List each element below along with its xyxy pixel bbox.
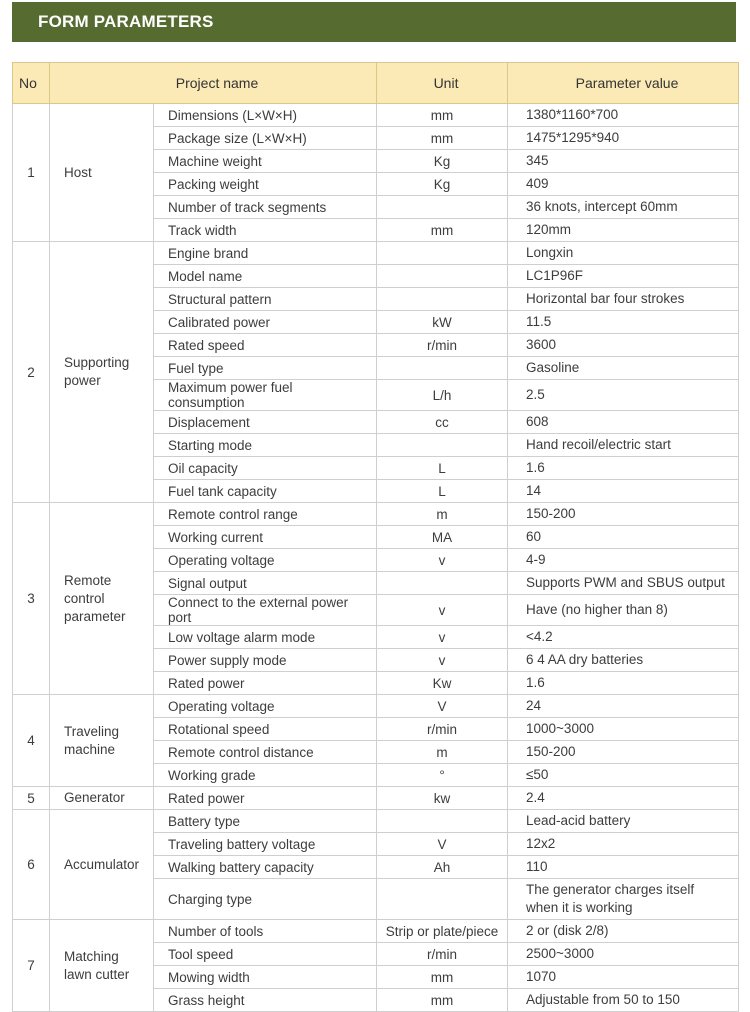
parameter-value: 150-200	[508, 503, 739, 526]
header-unit: Unit	[377, 63, 508, 104]
group-number: 7	[13, 920, 50, 1012]
parameter-value: Horizontal bar four strokes	[508, 288, 739, 311]
parameter-name: Charging type	[154, 879, 377, 920]
parameter-value: 120mm	[508, 219, 739, 242]
header-no: No	[13, 63, 50, 104]
parameter-value: 345	[508, 150, 739, 173]
parameter-name: Fuel tank capacity	[154, 480, 377, 503]
parameter-value: 2500~3000	[508, 943, 739, 966]
group-number: 5	[13, 787, 50, 810]
parameter-name: Connect to the external power port	[154, 595, 377, 626]
parameter-unit	[377, 242, 508, 265]
parameter-unit: Kg	[377, 150, 508, 173]
parameter-unit	[377, 196, 508, 219]
parameter-name: Traveling battery voltage	[154, 833, 377, 856]
parameter-value: Longxin	[508, 242, 739, 265]
parameter-value: Lead-acid battery	[508, 810, 739, 833]
parameter-value: 14	[508, 480, 739, 503]
parameter-value: 36 knots, intercept 60mm	[508, 196, 739, 219]
parameter-value: 4-9	[508, 549, 739, 572]
parameter-name: Remote control distance	[154, 741, 377, 764]
parameter-name: Number of tools	[154, 920, 377, 943]
parameter-name: Machine weight	[154, 150, 377, 173]
parameter-unit	[377, 288, 508, 311]
parameter-unit	[377, 572, 508, 595]
parameter-name: Fuel type	[154, 357, 377, 380]
group-number: 4	[13, 695, 50, 787]
parameter-value: <4.2	[508, 626, 739, 649]
parameter-name: Maximum power fuel consumption	[154, 380, 377, 411]
parameter-name: Displacement	[154, 411, 377, 434]
parameter-value: 409	[508, 173, 739, 196]
parameter-value: 110	[508, 856, 739, 879]
group-name-cell	[50, 787, 154, 810]
parameter-name: Remote control range	[154, 503, 377, 526]
parameter-name: Oil capacity	[154, 457, 377, 480]
parameter-unit: mm	[377, 219, 508, 242]
parameter-value: LC1P96F	[508, 265, 739, 288]
parameter-name: Dimensions (L×W×H)	[154, 104, 377, 127]
parameter-unit	[377, 434, 508, 457]
parameter-name: Model name	[154, 265, 377, 288]
parameter-name: Track width	[154, 219, 377, 242]
parameter-value: 1.6	[508, 457, 739, 480]
parameter-value: Supports PWM and SBUS output	[508, 572, 739, 595]
group-name: Generator	[64, 790, 125, 805]
group-name: Accumulator	[64, 856, 140, 872]
parameter-name: Low voltage alarm mode	[154, 626, 377, 649]
parameter-name: Working grade	[154, 764, 377, 787]
parameter-name: Structural pattern	[154, 288, 377, 311]
group-name-cell	[50, 104, 154, 242]
parameter-unit: mm	[377, 127, 508, 150]
parameter-name: Calibrated power	[154, 311, 377, 334]
parameter-value: Have (no higher than 8)	[508, 595, 739, 626]
parameter-unit: r/min	[377, 334, 508, 357]
parameter-unit: v	[377, 626, 508, 649]
parameter-unit: v	[377, 549, 508, 572]
table-row	[13, 242, 739, 265]
group-name-cell	[50, 810, 154, 920]
table-row	[13, 920, 739, 943]
parameter-name: Rotational speed	[154, 718, 377, 741]
table-row	[13, 695, 739, 718]
table-row	[13, 787, 739, 810]
parameter-value: Adjustable from 50 to 150	[508, 989, 739, 1012]
parameter-value: 12x2	[508, 833, 739, 856]
parameter-unit: kw	[377, 787, 508, 810]
group-name-cell	[50, 242, 154, 503]
parameter-value: 608	[508, 411, 739, 434]
parameter-unit: L	[377, 457, 508, 480]
parameter-name: Number of track segments	[154, 196, 377, 219]
parameter-name: Packing weight	[154, 173, 377, 196]
parameter-unit: cc	[377, 411, 508, 434]
parameter-name: Power supply mode	[154, 649, 377, 672]
parameter-value: 1.6	[508, 672, 739, 695]
header-parameter-value: Parameter value	[508, 63, 739, 104]
section-banner	[12, 2, 736, 42]
group-number: 2	[13, 242, 50, 503]
group-number: 3	[13, 503, 50, 695]
parameter-value: 1070	[508, 966, 739, 989]
group-name: Matching lawn cutter	[64, 948, 130, 982]
parameter-unit: m	[377, 503, 508, 526]
parameters-table	[12, 62, 739, 1012]
parameter-value: 24	[508, 695, 739, 718]
parameter-unit: r/min	[377, 943, 508, 966]
parameter-unit	[377, 265, 508, 288]
parameter-unit	[377, 810, 508, 833]
group-name: Traveling machine	[64, 723, 120, 757]
table-header-row	[13, 63, 739, 104]
parameter-unit: v	[377, 595, 508, 626]
parameter-value: 1000~3000	[508, 718, 739, 741]
group-name-cell	[50, 920, 154, 1012]
parameter-value: 2.4	[508, 787, 739, 810]
parameter-unit: kW	[377, 311, 508, 334]
parameter-unit: r/min	[377, 718, 508, 741]
parameter-name: Battery type	[154, 810, 377, 833]
banner-title: FORM PARAMETERS	[38, 12, 214, 31]
group-number: 1	[13, 104, 50, 242]
table-row	[13, 810, 739, 833]
parameter-name: Starting mode	[154, 434, 377, 457]
parameter-value: 2.5	[508, 380, 739, 411]
group-name: Remote control parameter	[64, 572, 126, 624]
header-project-name: Project name	[50, 63, 377, 104]
parameter-unit: m	[377, 741, 508, 764]
parameter-unit: v	[377, 649, 508, 672]
parameter-unit: mm	[377, 104, 508, 127]
parameter-value: 2 or (disk 2/8)	[508, 920, 739, 943]
parameter-name: Rated power	[154, 787, 377, 810]
parameter-name: Tool speed	[154, 943, 377, 966]
parameter-unit	[377, 357, 508, 380]
parameter-value: 150-200	[508, 741, 739, 764]
parameter-name: Rated speed	[154, 334, 377, 357]
parameter-unit: mm	[377, 989, 508, 1012]
parameter-name: Walking battery capacity	[154, 856, 377, 879]
parameter-unit	[377, 879, 508, 920]
parameter-value: 1475*1295*940	[508, 127, 739, 150]
parameter-name: Engine brand	[154, 242, 377, 265]
parameter-name: Working current	[154, 526, 377, 549]
parameter-value: 11.5	[508, 311, 739, 334]
parameter-name: Operating voltage	[154, 695, 377, 718]
group-name: Supporting power	[64, 355, 130, 388]
parameter-unit: Ah	[377, 856, 508, 879]
parameter-value: Gasoline	[508, 357, 739, 380]
table-body	[13, 104, 739, 1012]
table-row	[13, 104, 739, 127]
parameter-name: Signal output	[154, 572, 377, 595]
parameter-unit: L	[377, 480, 508, 503]
parameter-unit: Kw	[377, 672, 508, 695]
parameter-unit: V	[377, 695, 508, 718]
group-name-cell	[50, 695, 154, 787]
parameter-value: 6 4 AA dry batteries	[508, 649, 739, 672]
parameter-unit: °	[377, 764, 508, 787]
parameter-name: Grass height	[154, 989, 377, 1012]
parameter-unit: mm	[377, 966, 508, 989]
parameter-unit: MA	[377, 526, 508, 549]
table-row	[13, 503, 739, 526]
group-name: Host	[64, 164, 92, 180]
parameter-unit: L/h	[377, 380, 508, 411]
parameter-value: 1380*1160*700	[508, 104, 739, 127]
group-name-cell	[50, 503, 154, 695]
parameter-name: Rated power	[154, 672, 377, 695]
parameter-name: Operating voltage	[154, 549, 377, 572]
parameter-value: 3600	[508, 334, 739, 357]
parameter-unit: V	[377, 833, 508, 856]
parameter-value: ≤50	[508, 764, 739, 787]
parameter-name: Mowing width	[154, 966, 377, 989]
parameter-value: Hand recoil/electric start	[508, 434, 739, 457]
parameter-name: Package size (L×W×H)	[154, 127, 377, 150]
group-number: 6	[13, 810, 50, 920]
parameter-unit: Kg	[377, 173, 508, 196]
parameter-unit: Strip or plate/piece	[377, 920, 508, 943]
parameter-value: 60	[508, 526, 739, 549]
parameter-value: The generator charges itself when it is working	[508, 879, 739, 920]
